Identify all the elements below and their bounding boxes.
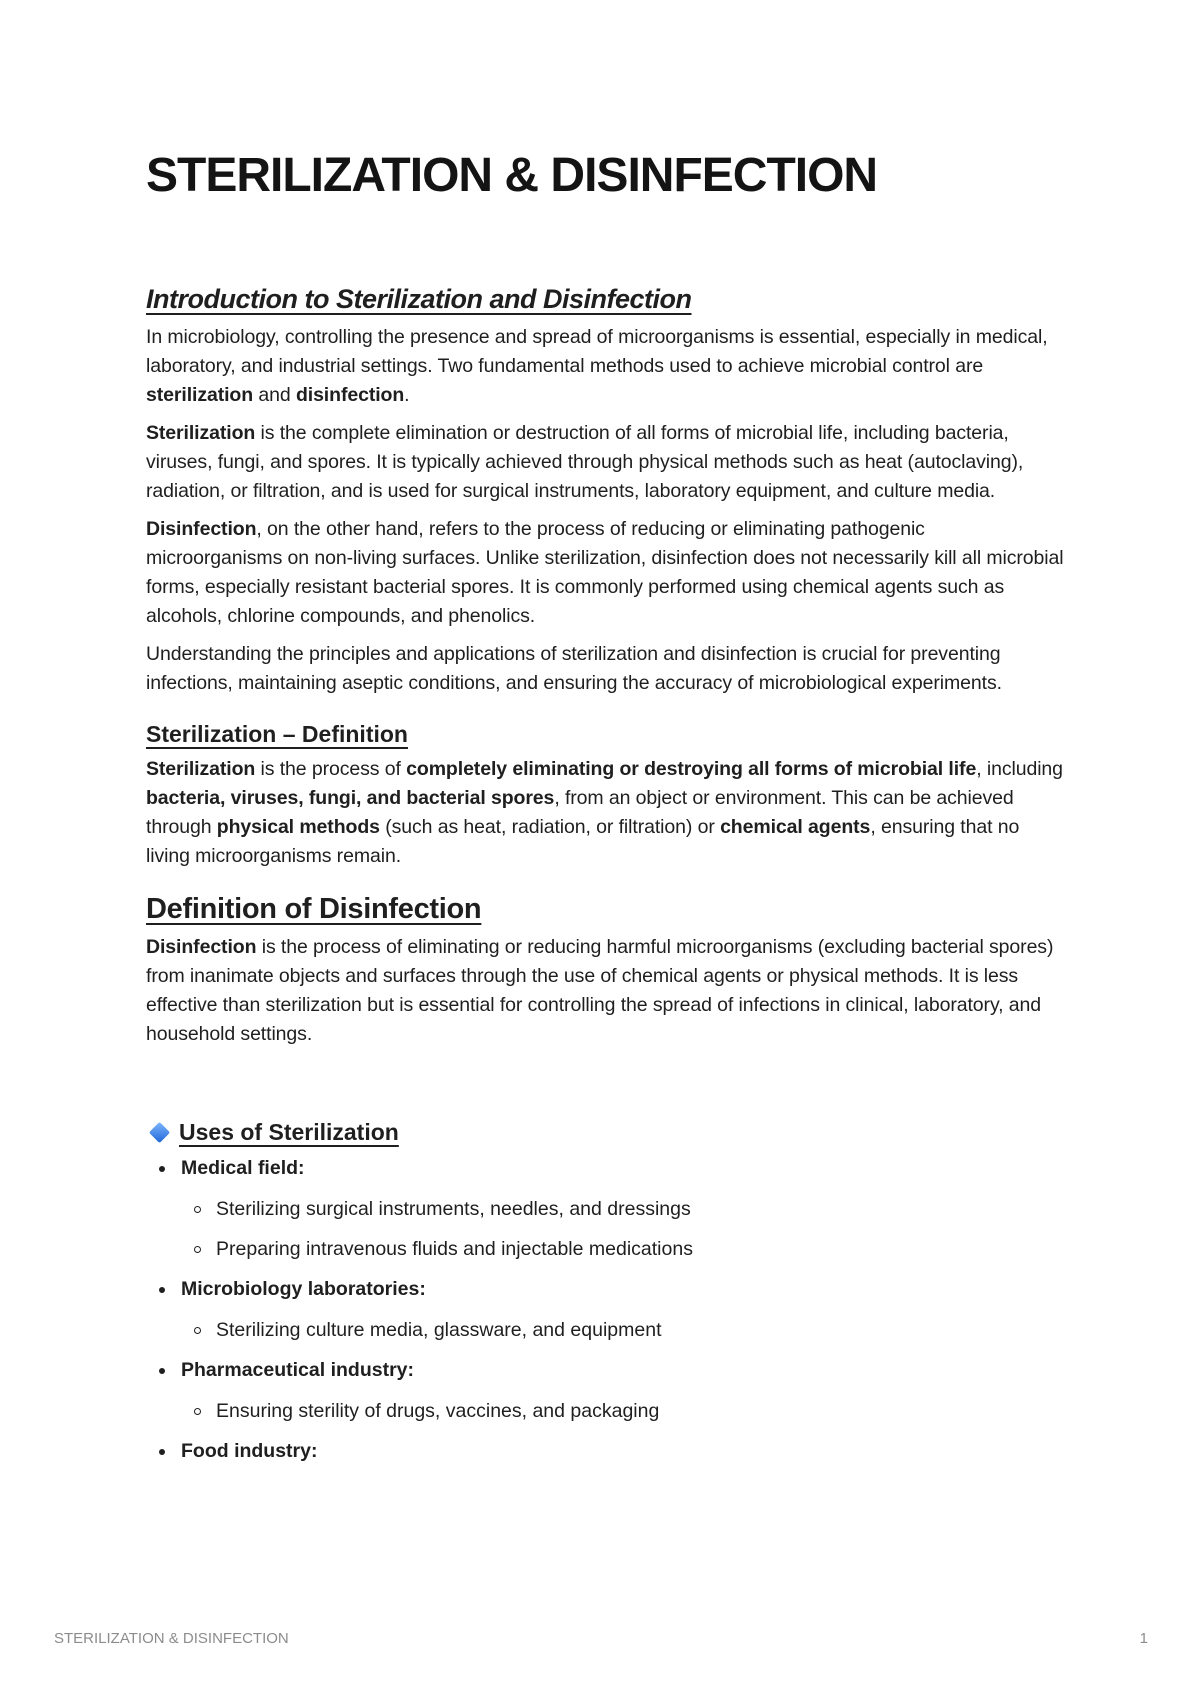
list-item: Pharmaceutical industry: Ensuring sterility of drugs, vaccines, and packaging: [146, 1356, 1066, 1426]
list-item: Sterilizing surgical instruments, needles, and dressings: [181, 1195, 1066, 1224]
disinfection-definition-paragraph: Disinfection is the process of eliminating or reducing harmful microorganisms (excluding bacterial spores) from inanimate objects and surfaces through the use of chemical agents or physical methods. It is less effective than sterilization but is essential for controlling the spread of infections in clinical, laboratory, and household settings.: [146, 935, 1054, 1045]
intro-paragraph-3: Disinfection, on the other hand, refers to the process of reducing or eliminating pathogenic microorganisms on non-living surfaces. Unlike sterilization, disinfection does not necessarily kill all microbial forms, especially resistant bacterial spores. It is commonly performed using chemical agents such as alcohols, chlorine compounds, and phenolics.: [146, 517, 1064, 627]
sterilization-definition-heading: Sterilization – Definition: [146, 720, 408, 747]
uses-list: [146, 1154, 1066, 1466]
intro-heading: Introduction to Sterilization and Disinfection: [146, 284, 692, 315]
list-item: Microbiology laboratories: Sterilizing culture media, glassware, and equipment: [146, 1275, 1066, 1345]
intro-paragraph-2: Sterilization is the complete elimination or destruction of all forms of microbial life, including bacteria, viruses, fungi, and spores. It is typically achieved through physical methods such as heat (autoclaving), radiation, or filtration, and is used for surgical instruments, laboratory equipment, and culture media.: [146, 421, 1024, 502]
list-item: Food industry:: [146, 1437, 1066, 1466]
intro-paragraph-1: In microbiology, controlling the presence and spread of microorganisms is essential, especially in medical, laboratory, and industrial settings. Two fundamental methods used to achieve microbial control are sterilization and disinfection.: [146, 325, 1048, 406]
list-item: Medical field: Sterilizing surgical instruments, needles, and dressings Preparing intravenous fluids and injectable medications: [146, 1154, 1066, 1264]
uses-heading: Uses of Sterilization: [146, 1119, 1066, 1146]
list-item: Preparing intravenous fluids and injectable medications: [181, 1235, 1066, 1264]
list-item: Sterilizing culture media, glassware, and equipment: [181, 1316, 1066, 1345]
sterilization-definition-paragraph: Sterilization is the process of completely eliminating or destroying all forms of microbial life, including bacteria, viruses, fungi, and bacterial spores, from an object or environment. This can be achieved through physical methods (such as heat, radiation, or filtration) or chemical agents, ensuring that no living microorganisms remain.: [146, 757, 1063, 867]
list-item: Ensuring sterility of drugs, vaccines, and packaging: [181, 1397, 1066, 1426]
disinfection-definition-heading: Definition of Disinfection: [146, 892, 482, 925]
document-page: [146, 148, 1066, 1477]
footer-title: STERILIZATION & DISINFECTION: [54, 1630, 289, 1647]
intro-paragraph-4: Understanding the principles and applications of sterilization and disinfection is crucial for preventing infections, maintaining aseptic conditions, and ensuring the accuracy of microbiological experiments.: [146, 642, 1002, 694]
blue-diamond-icon: [149, 1122, 170, 1143]
page-title: STERILIZATION & DISINFECTION: [146, 149, 878, 202]
page-number: 1: [1139, 1630, 1148, 1647]
